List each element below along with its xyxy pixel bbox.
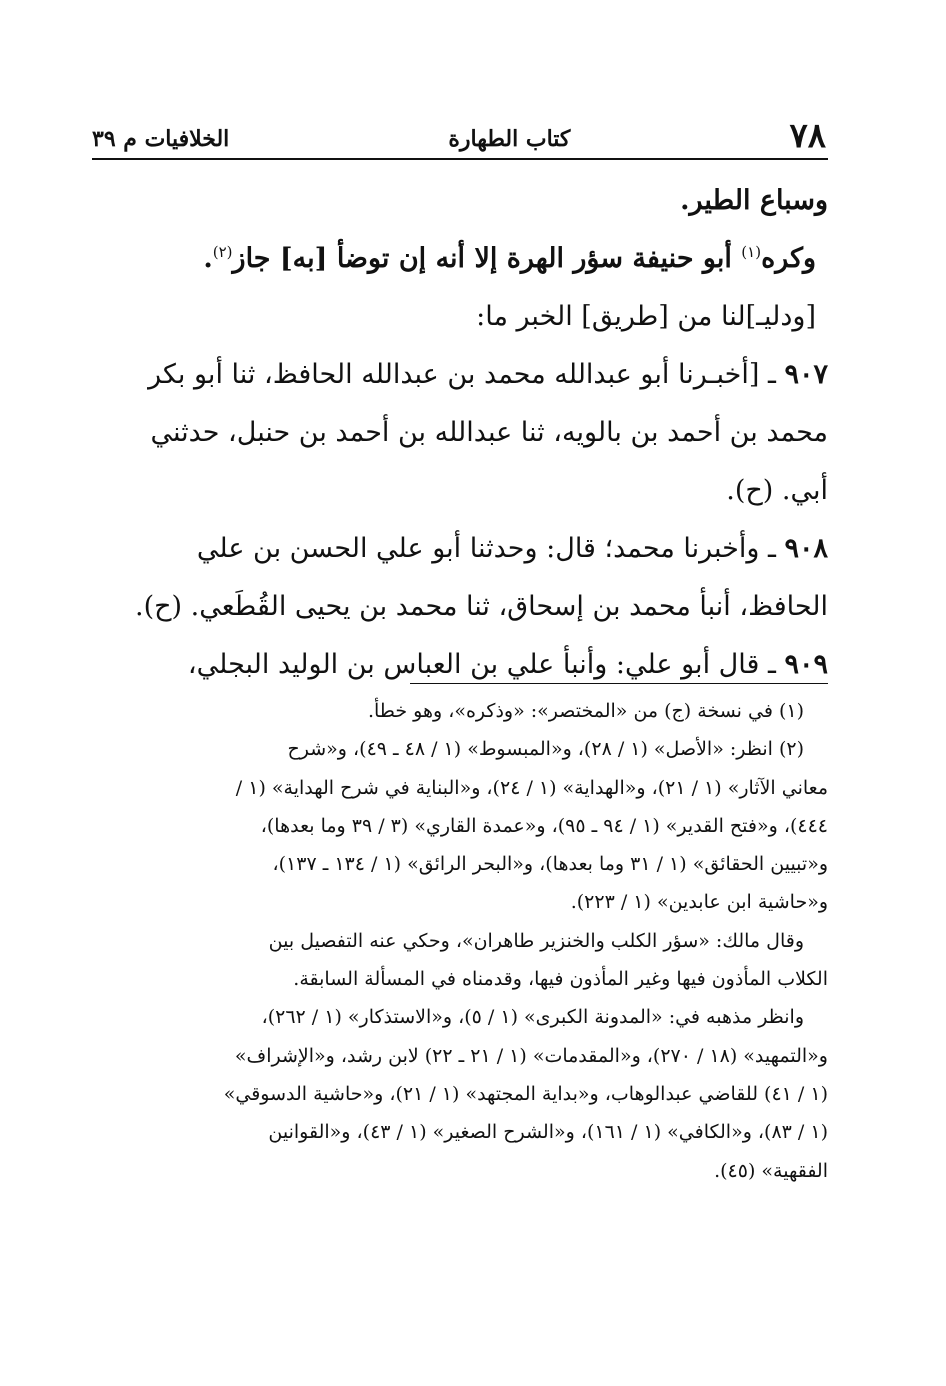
- text-run: ـ [أخبـرنا أبو عبدالله محمد بن عبدالله الحافظ، ثنا أبو بكر: [148, 359, 785, 390]
- footnote-line: وقال مالك: «سؤر الكلب والخنزير طاهران»، وحكي عنه التفصيل بين: [268, 929, 804, 952]
- header-rule: [92, 158, 828, 160]
- page-header: [92, 108, 826, 156]
- footnote-line: (١ / ٨٣)، و«الكافي» (١ / ١٦١)، و«الشرح الصغير» (١ / ٤٣)، و«القوانين: [268, 1121, 828, 1144]
- footnote-line: ٤٤٤)، و«فتح القدير» (١ / ٩٤ ـ ٩٥)، و«عمدة القاري» (٣ / ٣٩ وما بعدها)،: [260, 814, 828, 837]
- hadith-number: ٩٠٧: [784, 359, 828, 390]
- text-line: الحافظ، أنبأ محمد بن إسحاق، ثنا محمد بن يحيى القُطَعي. (ح).: [135, 591, 828, 622]
- text-run: وكره: [761, 243, 816, 274]
- text-line: أبي. (ح).: [726, 475, 828, 506]
- text-line: [ودليـ]لنا من [طريق] الخبر ما:: [476, 301, 816, 332]
- book-title: كتاب الطهارة: [448, 126, 571, 152]
- text-run: ـ وأخبرنا محمد؛ قال: وحدثنا أبو علي الحسن بن علي: [196, 533, 785, 564]
- footnote-separator: [410, 683, 828, 684]
- text-run: أبو حنيفة سؤر الهرة إلا أنه إن توضأ [به] جاز: [232, 243, 742, 274]
- text-line: [108, 520, 828, 578]
- footnote-line: و«تبيين الحقائق» (١ / ٣١ وما بعدها)، و«البحر الرائق» (١ / ١٣٤ ـ ١٣٧)،: [272, 853, 828, 876]
- running-head: الخلافيات م ٣٩: [92, 126, 230, 152]
- footnote-line: (١) في نسخة (ج) من «المختصر»: «وذكره»، وهو خطأ.: [367, 700, 804, 722]
- footnote-line: معاني الآثار» (١ / ٢١)، و«الهداية» (١ / ٢٤)، و«البناية في شرح الهداية» (١ /: [235, 776, 828, 799]
- footnote-line: و«التمهيد» (١٨ / ٢٧٠)، و«المقدمات» (١ / ٢١ ـ ٢٢) لابن رشد، و«الإشراف»: [234, 1044, 828, 1067]
- text-line: محمد بن أحمد بن بالويه، ثنا عبدالله بن أحمد بن حنبل، حدثني: [150, 417, 828, 448]
- hadith-number: ٩٠٨: [784, 533, 828, 564]
- footnote-ref: (١): [741, 243, 762, 261]
- footnote-line: الكلاب المأذون فيها وغير المأذون فيها، وقدمناه في المسألة السابقة.: [293, 968, 828, 991]
- hadith-number: ٩٠٩: [784, 649, 828, 680]
- main-text: [108, 172, 828, 694]
- page-number: ٧٨: [789, 116, 826, 156]
- text-run: .: [203, 243, 213, 274]
- footnote-ref: (٢): [212, 243, 233, 261]
- footnote-line: و«حاشية ابن عابدين» (١ / ٢٢٣).: [570, 891, 828, 914]
- text-run: ـ قال أبو علي: وأنبأ علي بن العباس بن الوليد البجلي،: [187, 649, 785, 680]
- footnote-line: (٢) انظر: «الأصل» (١ / ٢٨)، و«المبسوط» (١ / ٤٨ ـ ٤٩)، و«شرح: [287, 738, 804, 761]
- footnote-line: (١ / ٤١) للقاضي عبدالوهاب، و«بداية المجتهد» (١ / ٢١)، و«حاشية الدسوقي»: [223, 1082, 828, 1105]
- text-line: وسباع الطير.: [680, 185, 828, 216]
- text-line: [108, 230, 828, 288]
- text-line: [108, 346, 828, 404]
- footnotes: [104, 692, 828, 1190]
- footnote-line: الفقهية» (٤٥).: [714, 1159, 828, 1182]
- text-line: [108, 636, 828, 694]
- footnote-line: وانظر مذهبه في: «المدونة الكبرى» (١ / ٥)، و«الاستذكار» (١ / ٢٦٢)،: [261, 1006, 804, 1029]
